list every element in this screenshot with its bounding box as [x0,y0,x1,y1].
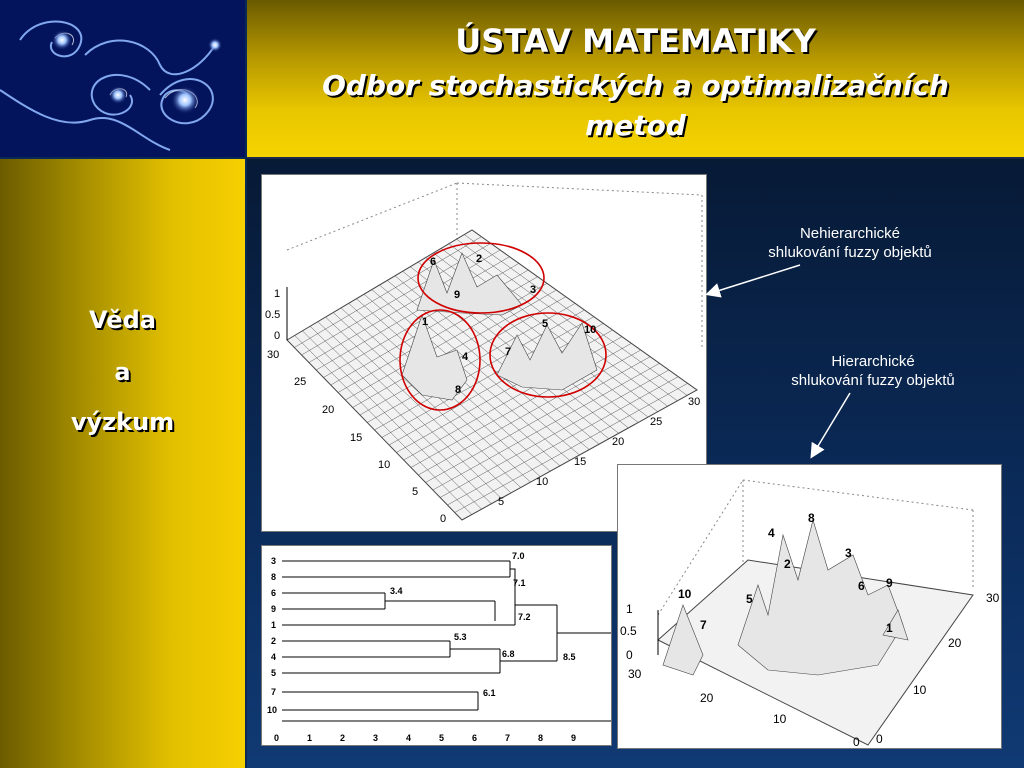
leaf-label: 7 [271,687,277,697]
left-tick: 5 [412,486,419,498]
peak-label: 1 [886,621,893,635]
left-tick: 20 [322,404,335,416]
right-tick: 20 [612,436,625,448]
right-tick: 30 [986,591,1000,605]
peak-label: 1 [422,316,429,328]
sidebar-line-veda: Věda [89,306,156,334]
annotation-line: Nehierarchické [799,225,901,242]
x-tick: 0 [274,733,280,743]
right-tick: 25 [650,416,663,428]
merge-label: 3.4 [390,586,403,596]
subtitle-line2: metod [585,109,686,142]
page-title: ÚSTAV MATEMATIKY [455,22,816,60]
z-tick: 1 [274,288,281,300]
leaf-label: 6 [271,588,277,598]
dendrogram-panel [261,545,612,746]
peak-label: 3 [845,546,852,560]
left-tick: 30 [628,667,642,681]
x-tick: 1 [307,733,313,743]
peak-label: 10 [584,324,597,336]
leaf-label: 1 [271,620,277,630]
peak-label: 8 [455,384,462,396]
sidebar-line-vyzkum: výzkum [70,408,175,436]
annotation-line: shlukování fuzzy objektů [791,372,955,389]
peak-label: 2 [476,253,483,265]
z-tick: 0 [626,648,633,662]
leaf-label: 2 [271,636,277,646]
peak-label: 2 [784,557,791,571]
peak-label: 3 [530,284,537,296]
right-tick: 0 [876,732,883,746]
merge-label: 5.3 [454,632,467,642]
peak-label: 9 [886,576,893,590]
peak-label: 6 [430,256,437,268]
x-tick: 7 [505,733,511,743]
z-tick: 1 [626,602,633,616]
right-tick: 20 [948,636,962,650]
left-tick: 25 [294,376,307,388]
merge-label: 6.8 [502,649,515,659]
merge-label: 6.1 [483,688,496,698]
peak-label: 5 [746,592,753,606]
left-tick: 15 [350,432,363,444]
leaf-label: 3 [271,556,277,566]
leaf-label: 5 [271,668,277,678]
merge-label: 7.1 [513,578,526,588]
arrow-to-bottom-plot [812,393,850,456]
peak-label: 8 [808,511,815,525]
peak-label: 6 [858,579,865,593]
left-tick: 0 [853,735,860,748]
leaf-label: 9 [271,604,277,614]
left-tick: 10 [378,459,391,471]
arrow-to-top-plot [708,265,800,294]
z-tick: 0.5 [620,624,637,638]
right-tick: 10 [536,476,549,488]
left-tick: 10 [773,712,787,726]
surface-plot-hierarchical [617,464,1002,749]
x-tick: 9 [571,733,577,743]
peak-label: 4 [462,351,469,363]
right-tick: 10 [913,683,927,697]
z-tick: 0.5 [265,309,281,321]
x-tick: 5 [439,733,445,743]
leaf-label: 8 [271,572,277,582]
right-tick: 15 [574,456,587,468]
x-tick: 4 [406,733,412,743]
merge-label: 7.2 [518,612,531,622]
merge-label: 7.0 [512,551,525,561]
peak-label: 4 [768,526,775,540]
peak-label: 7 [700,618,707,632]
x-tick: 3 [373,733,379,743]
left-tick: 30 [267,349,280,361]
x-tick: 8 [538,733,544,743]
merge-label: 8.5 [563,652,576,662]
right-tick: 5 [498,496,505,508]
z-tick: 0 [274,330,281,342]
peak-label: 7 [505,346,512,358]
left-tick: 0 [440,513,447,525]
peak-label: 10 [678,587,692,601]
leaf-label: 10 [267,705,278,715]
subtitle-line1: Odbor stochastických a optimalizačních [322,69,949,102]
left-tick: 20 [700,691,714,705]
peak-label: 5 [542,318,549,330]
annotation-line: Hierarchické [831,353,915,370]
right-tick: 30 [688,396,701,408]
leaf-label: 4 [271,652,277,662]
annotation-line: shlukování fuzzy objektů [768,244,932,261]
peak-label: 9 [454,289,461,301]
sidebar-line-a: a [114,358,131,386]
x-tick: 6 [472,733,478,743]
x-tick: 2 [340,733,346,743]
